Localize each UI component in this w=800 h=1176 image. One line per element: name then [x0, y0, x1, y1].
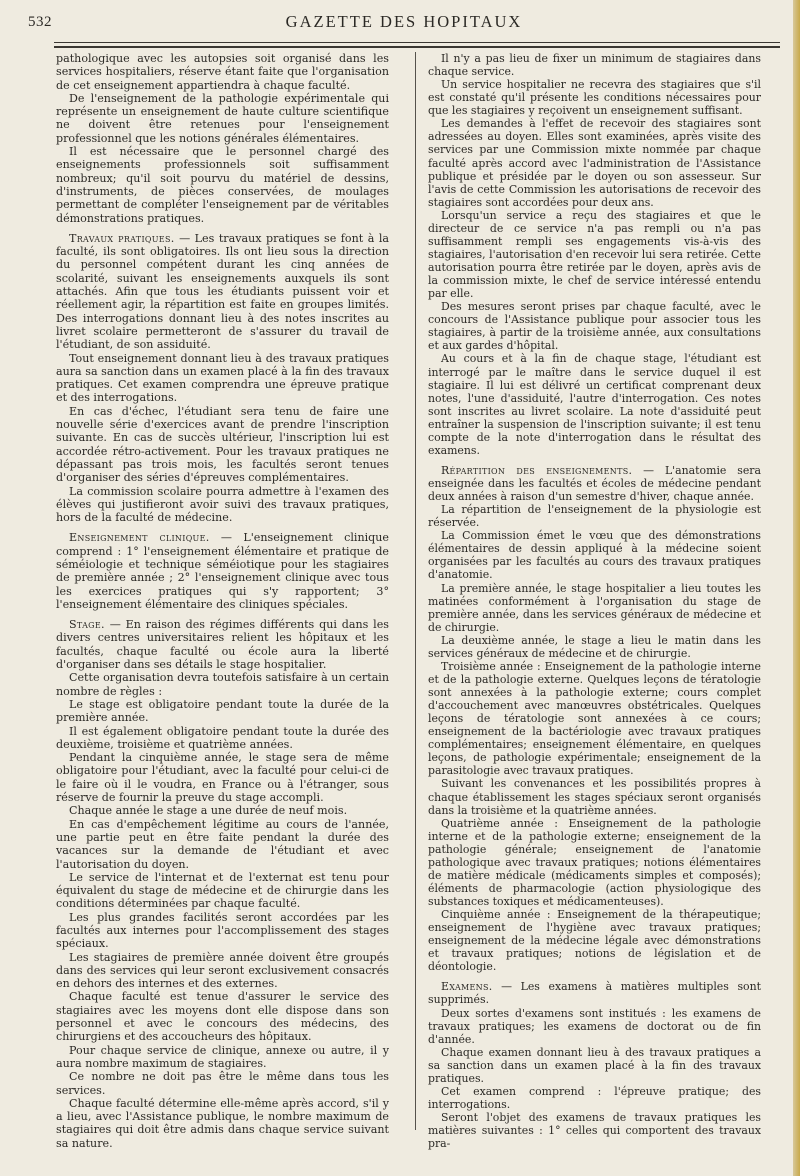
paragraph-text: Le stage est obligatoire pendant toute la durée de la première année. [56, 697, 389, 725]
paragraph-text: Les demandes à l'effet de recevoir des stagiaires sont adressées au doyen. Elles sont examinées, après visite des services par une Commission mixte nommée par chaque faculté après accord avec l'administration de l'Assistance publique et présidée par le doyen ou son assesseur. Sur l'avis de cette Commission les autorisations de recevoir des stagiaires sont accordées pour deux ans. [428, 117, 761, 209]
paragraph [428, 1111, 761, 1150]
paragraph [428, 660, 761, 778]
paragraph-text: — En raison des régimes différents qui dans les divers centres universitaires relient les hôpitaux et les facultés, chaque faculté ou école aura la liberté d'organiser dans ses détails le stage hospitalier. [56, 618, 389, 672]
paragraph [56, 990, 389, 1043]
paragraph-text: Il est également obligatoire pendant toute la durée des deuxième, troisième et quatrième années. [56, 724, 389, 751]
paragraph [56, 871, 389, 911]
paragraph [428, 78, 761, 117]
paragraph [56, 1070, 389, 1097]
paragraph [56, 145, 389, 225]
paragraph-text: Quatrième année : Enseignement de la pathologie interne et de la pathologie externe; enseignement de la pathologie générale; enseignement de l'anatomie pathologique avec travaux pratiques; notions élémentaires de matière médicale (médicaments simples et composés); éléments de pharmacologie (action physiologique des substances toxiques et médicamenteuses). [428, 816, 761, 908]
paragraph-text: — Les examens à matières multiples sont supprimés. [428, 980, 761, 1007]
page-edge [793, 0, 800, 1176]
paragraph-text: Chaque examen donnant lieu à des travaux pratiques a sa sanction dans un examen placé à la fin des travaux pratiques. [428, 1045, 761, 1085]
paragraph-text: La première année, le stage hospitalier a lieu toutes les matinées conformément à l'organisation du stage de première année, dans les services généraux de médecine et de chirurgie. [428, 581, 761, 634]
paragraph-text: Un service hospitalier ne recevra des stagiaires que s'il est constaté qu'il présente les conditions nécessaires pour que les stagiaires y reçoivent un enseignement suffisant. [428, 78, 761, 118]
paragraph-text: En cas d'empêchement légitime au cours de l'année, une partie peut en être faite pendant la durée des vacances sur la demande de l'étudiant et avec l'autorisation du doyen. [56, 817, 389, 871]
paragraph [428, 117, 761, 208]
paragraph-text: La deuxième année, le stage a lieu le matin dans les services généraux de médecine et de chirurgie. [428, 633, 761, 660]
paragraph-text: Chaque faculté est tenue d'assurer le service des stagiaires avec les moyens dont elle dispose dans son personnel et avec le concours des médecins, des chirurgiens et des accoucheurs des hôpitaux. [56, 990, 389, 1044]
paragraph-text: Au cours et à la fin de chaque stage, l'étudiant est interrogé par le maître dans le service duquel il est stagiaire. Il lui est délivré un certificat comprenant deux notes, l'une d'assiduité, l'autre d'interrogation. Ces notes sont inscrites au livret scolaire. La note d'assiduité peut entraîner la suspension de l'inscription suivante; il est tenu compte de la note d'interrogation dans le résultat des examens. [428, 352, 761, 457]
paragraph [56, 951, 389, 991]
paragraph [428, 1085, 761, 1111]
paragraph [56, 671, 389, 698]
paragraph-text: Troisième année : Enseignement de la pathologie interne et de la pathologie externe. Quelques leçons de tératologie sont annexées à la pathologie externe; cours complet d'accouchement avec manœuvres obstétricales. Quelques leçons de tératologie sont annexées à ce cours; enseignement de la bactériologie avec travaux pratiques complémentaires; enseignement élémentaire, en quelques leçons, de pathologie expérimentale; enseignement de la parasitologie avec travaux pratiques. [428, 659, 761, 778]
paragraph-text: Les stagiaires de première année doivent être groupés dans des services qui leur seront exclusivement consacrés en dehors des internes et des externes. [56, 950, 389, 991]
right-column [428, 52, 761, 1150]
paragraph-text: Chaque faculté détermine elle-même après accord, s'il y a lieu, avec l'Assistance publique, le nombre maximum de stagiaires qui doit être admis dans chaque service suivant sa nature. [56, 1096, 389, 1150]
paragraph-text: La commission scolaire pourra admettre à l'examen des élèves qui justifieront avoir suivi des travaux pratiques, hors de la faculté de médecine. [56, 484, 389, 525]
paragraph-text: La Commission émet le vœu que des démonstrations élémentaires de dessin appliqué à la médecine soient organisées par les facultés au cours des travaux pratiques d'anatomie. [428, 529, 761, 582]
paragraph [56, 818, 389, 871]
paragraph-text: Chaque année le stage a une durée de neuf mois. [69, 804, 348, 818]
page-number: 532 [28, 14, 52, 30]
paragraph-text: pathologique avec les autopsies soit organisé dans les services hospitaliers, réserve étant faite que l'organisation de cet enseignement appartiendra à chaque faculté. [56, 52, 389, 92]
paragraph [428, 908, 761, 973]
paragraph-text: Cette organisation devra toutefois satisfaire à un certain nombre de règles : [56, 671, 389, 698]
paragraph [56, 1097, 389, 1150]
paragraph [56, 405, 389, 485]
paragraph-text: Seront l'objet des examens de travaux pratiques les matières suivantes : 1° celles qui comportent des travaux pra- [428, 1111, 761, 1151]
paragraph-text: Cinquième année : Enseignement de la thérapeutique; enseignement de l'hygiène avec travaux pratiques; enseignement de la médecine légale avec démonstrations et travaux pratiques; notions de législation et de déontologie. [428, 908, 761, 974]
paragraph-text: Le service de l'internat et de l'externat est tenu pour équivalent du stage de médecine et de chirurgie dans les conditions déterminées par chaque faculté. [56, 870, 389, 911]
paragraph [428, 503, 761, 529]
paragraph [56, 92, 389, 145]
paragraph [56, 232, 389, 352]
paragraph-text: Ce nombre ne doit pas être le même dans tous les services. [56, 1070, 389, 1097]
paragraph [428, 529, 761, 581]
section-heading: Travaux pratiques. [69, 231, 175, 245]
paragraph-text: — Les travaux pratiques se font à la faculté, ils sont obligatoires. Ils ont lieu sous la direction du personnel compétent durant les cinq années de scolarité, suivant les enseignements auxquels ils sont attachés. Afin que tous les étudiants puissent voir et réellement agir, la répartition est faite en groupes limités. Des interrogations donnant lieu à des notes inscrites au livret scolaire permetteront de s'assurer du travail de l'étudiant, de son assiduité. [56, 231, 389, 352]
header-rule [54, 42, 780, 43]
paragraph-text: Tout enseignement donnant lieu à des travaux pratiques aura sa sanction dans un examen placé à la fin des travaux pratiques. Cet examen comprendra une épreuve pratique et des interrogations. [56, 351, 389, 405]
paragraph-text: Deux sortes d'examens sont institués : les examens de travaux pratiques; les examens de doctorat ou de fin d'année. [428, 1006, 761, 1046]
paragraph [56, 485, 389, 525]
paragraph [428, 352, 761, 457]
paragraph [428, 634, 761, 660]
paragraph [56, 911, 389, 951]
paragraph-text: Pour chaque service de clinique, annexe ou autre, il y aura nombre maximum de stagiaires. [56, 1043, 389, 1070]
paragraph-text: Les plus grandes facilités seront accordées par les facultés aux internes pour l'accomplissement des stages spéciaux. [56, 910, 389, 951]
paragraph [428, 300, 761, 352]
paragraph-text: Il n'y a pas lieu de fixer un minimum de stagiaires dans chaque service. [428, 52, 761, 79]
paragraph [428, 209, 761, 300]
paragraph [56, 1044, 389, 1071]
paragraph-text: Des mesures seront prises par chaque faculté, avec le concours de l'Assistance publique pour associer tous les stagiaires, à partir de la troisième année, aux consultations et aux gardes d'hôpital. [428, 300, 761, 353]
paragraph-text: Lorsqu'un service a reçu des stagiaires et que le directeur de ce service n'a pas rempli ou n'a pas suffisamment rempli ses engagements vis-à-vis des stagiaires, l'autorisation d'en recevoir lui sera retirée. Cette autorisation pourra être retirée par le doyen, après avis de la commission mixte, le chef de service intéressé entendu par elle. [428, 208, 761, 301]
header-rule-thick [54, 46, 780, 48]
paragraph [56, 618, 389, 671]
paragraph [428, 464, 761, 503]
page-header [28, 10, 780, 38]
paragraph-text: — L'anatomie sera enseignée dans les facultés et écoles de médecine pendant deux années à raison d'un semestre d'hiver, chaque année. [428, 463, 761, 504]
left-column [56, 52, 389, 1150]
paragraph [428, 980, 761, 1006]
paragraph-text: De l'enseignement de la pathologie expérimentale qui représente un enseignement de haute culture scientifique ne doivent être retenues pour l'enseignement professionnel que les notions générales élémentaires. [56, 91, 389, 145]
section-heading: Stage. [69, 618, 105, 632]
paragraph [56, 352, 389, 405]
paragraph-text: Suivant les convenances et les possibilités propres à chaque établissement les stages spéciaux seront organisés dans la troisième et la quatrième années. [428, 777, 761, 817]
section-heading: Répartition des enseignements. [441, 463, 633, 477]
paragraph [56, 531, 389, 611]
paragraph [428, 777, 761, 816]
paragraph [56, 52, 389, 92]
paragraph-text: Il est nécessaire que le personnel chargé des enseignements professionnels soit suffisamment nombreux; qu'il soit pourvu du matériel de dessins, d'instruments, de pièces conservées, de moulages permettant de compléter l'enseignement par de véritables démonstrations pratiques. [56, 145, 389, 225]
paragraph [56, 698, 389, 725]
column-divider [415, 52, 416, 1130]
paragraph [428, 1046, 761, 1085]
paragraph [56, 804, 389, 817]
paragraph [56, 725, 389, 752]
paragraph-text: Pendant la cinquième année, le stage sera de même obligatoire pour l'étudiant, avec la faculté pour celui-ci de le faire où il le voudra, en France ou à l'étranger, sous réserve de fournir la preuve du stage accompli. [56, 751, 389, 805]
section-heading: Enseignement clinique. [69, 531, 210, 545]
journal-title: GAZETTE DES HOPITAUX [285, 12, 523, 31]
paragraph [428, 582, 761, 634]
paragraph-text: Cet examen comprend : l'épreuve pratique; des interrogations. [428, 1084, 761, 1111]
paragraph-text: — L'enseignement clinique comprend : 1° l'enseignement élémentaire et pratique de séméiologie et technique séméiotique pour les stagiaires de première année ; 2° l'enseignement clinique avec tous les exercices pratiques qui s'y rapportent; 3° l'enseignement élémentaire des cliniques spéciales. [56, 531, 389, 611]
paragraph [428, 52, 761, 78]
paragraph [428, 817, 761, 908]
paragraph-text: En cas d'échec, l'étudiant sera tenu de faire une nouvelle série d'exercices avant de prendre l'inscription suivante. En cas de succès ultérieur, l'inscription lui est accordée rétro-activement. Pour les travaux pratiques ne dépassant pas trois mois, les facultés seront tenues d'organiser des séries d'épreuves complémentaires. [56, 404, 389, 485]
section-heading: Examens. [441, 980, 493, 994]
paragraph-text: La répartition de l'enseignement de la physiologie est réservée. [428, 503, 761, 530]
paragraph [56, 751, 389, 804]
paragraph [428, 1007, 761, 1046]
